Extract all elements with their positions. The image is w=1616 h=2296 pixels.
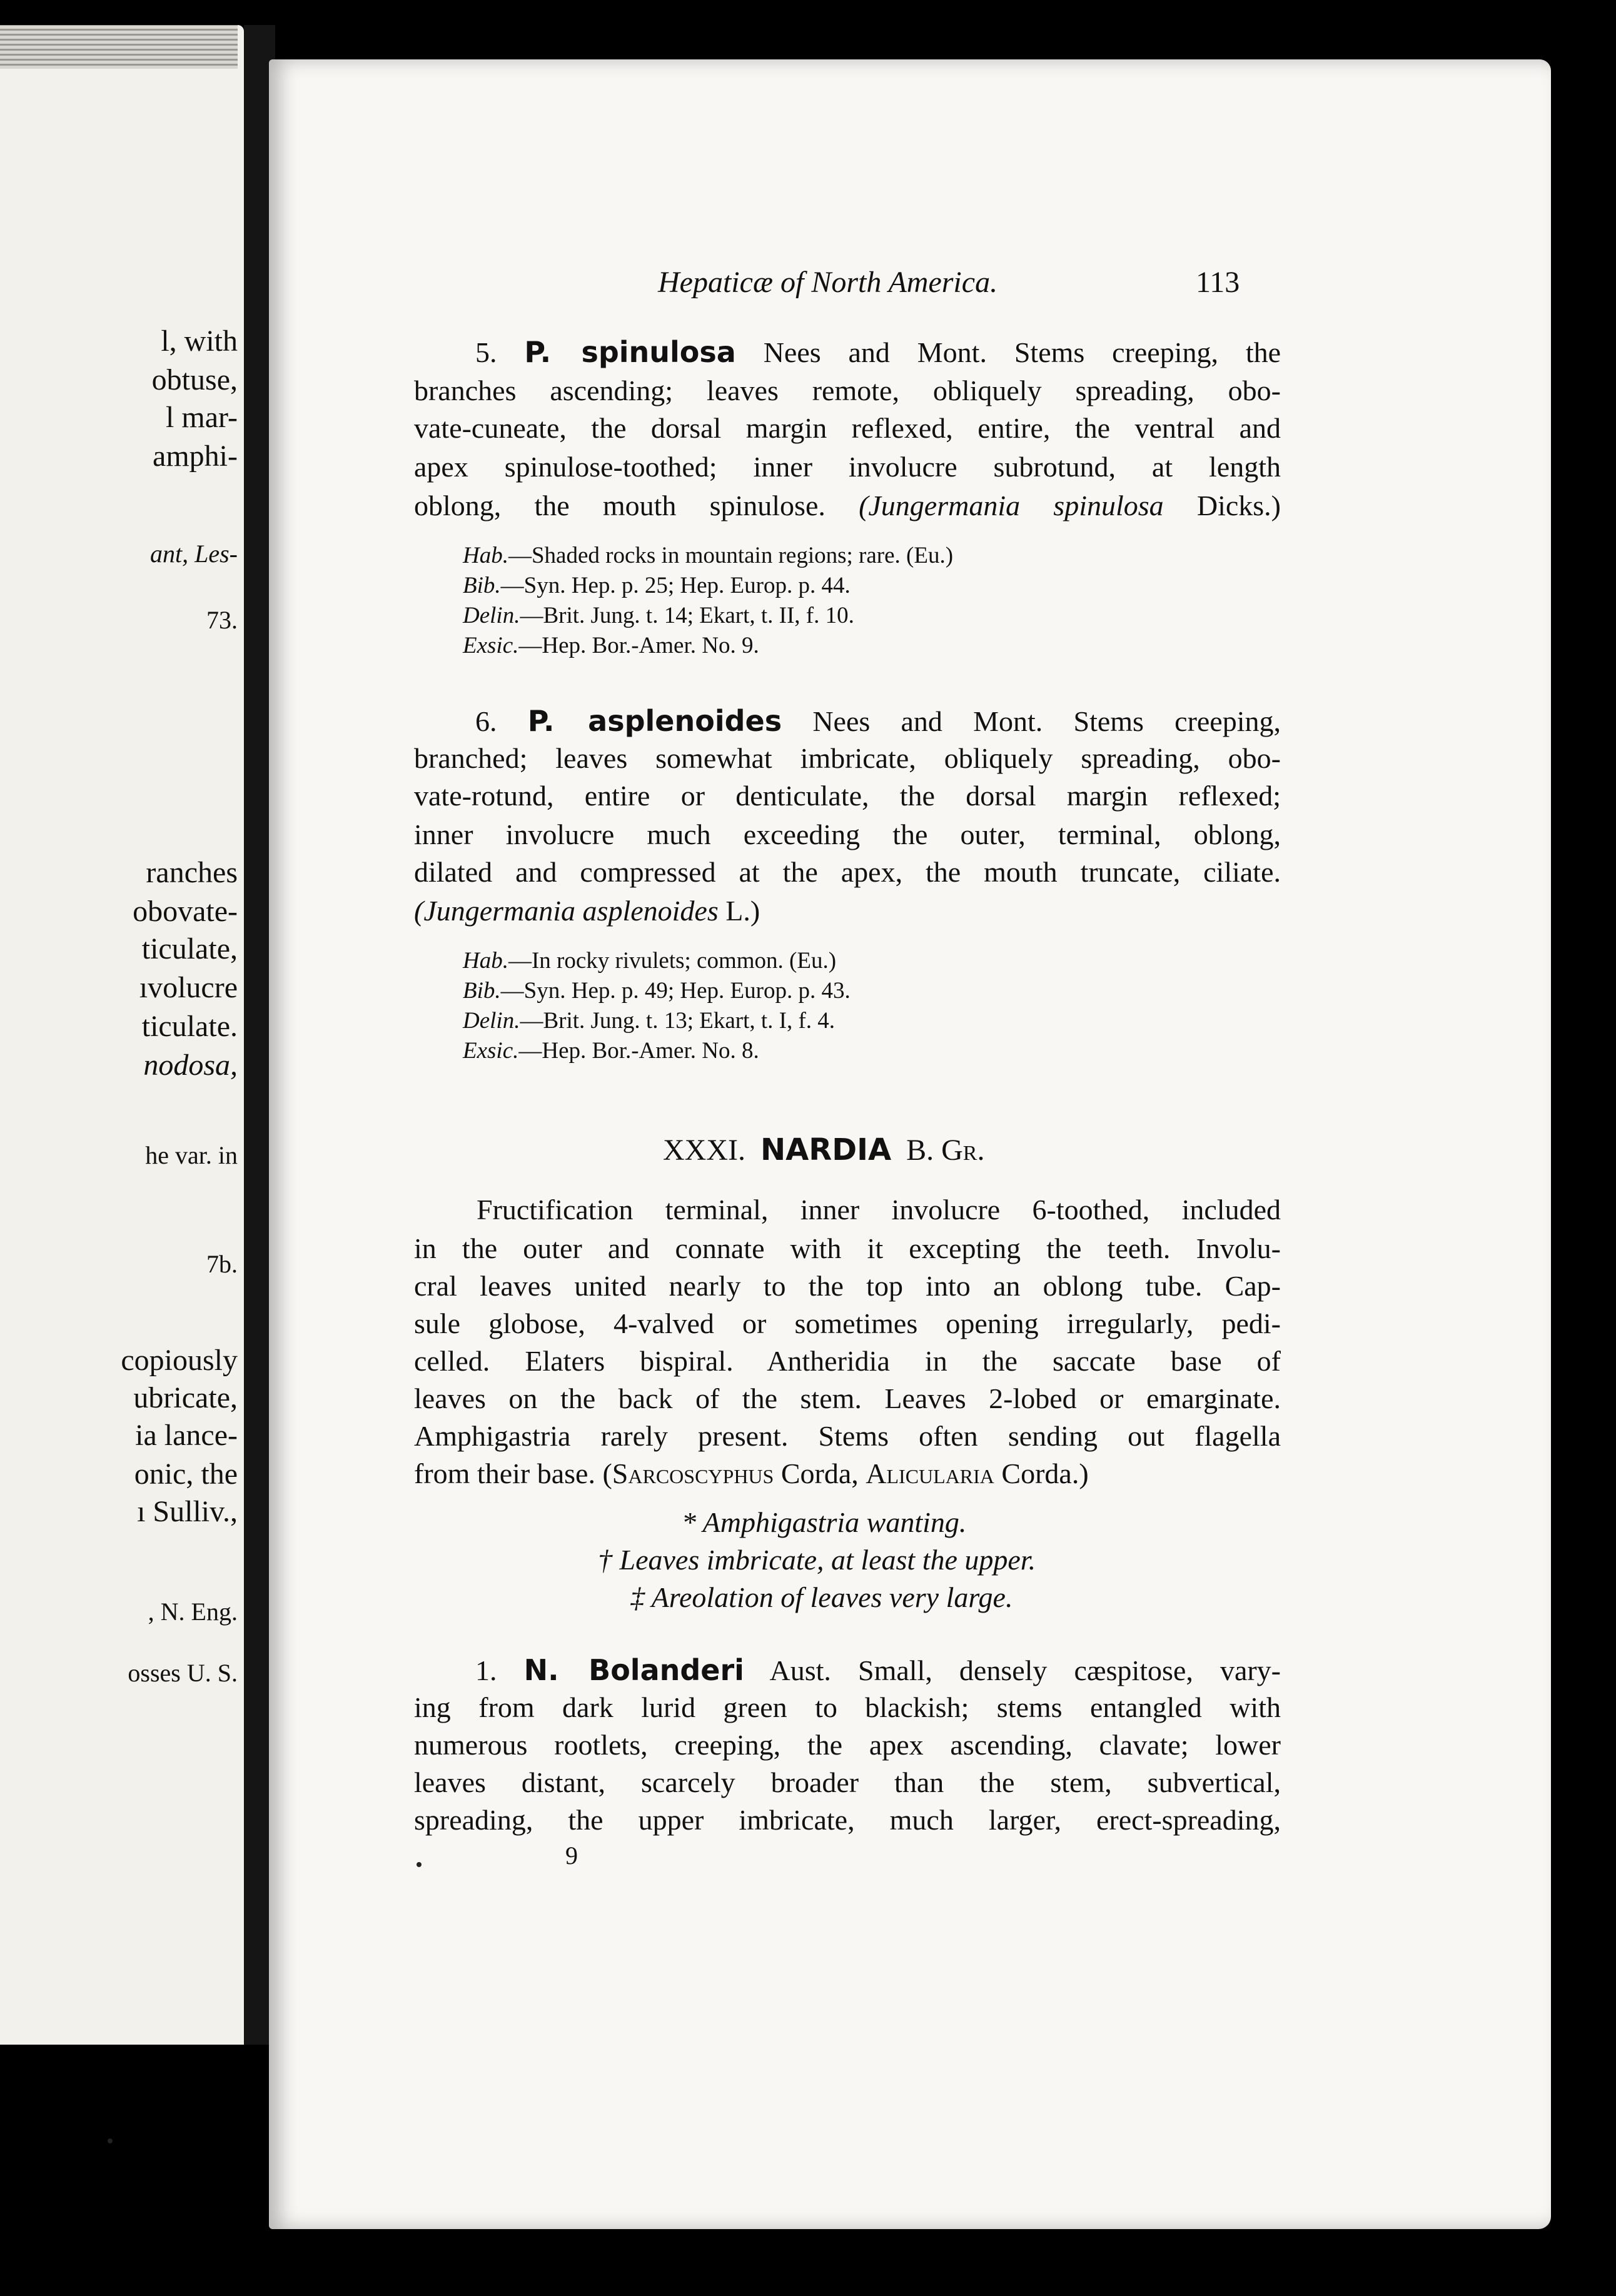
left-fragment-line: ticulate,: [141, 932, 238, 965]
description-line: apex spinulose-toothed; inner involucre subrotund, at length: [414, 451, 1281, 483]
description-line: dilated and compressed at the apex, the mouth truncate, ciliate.: [414, 856, 1281, 888]
left-fragment-line: he var. in: [145, 1141, 238, 1169]
synonym-italic: (Jungermania spinulosa: [859, 490, 1164, 521]
synonyms-line: from their base. (Sarcoscyphus Corda, Alicularia Corda.): [414, 1458, 1089, 1489]
key-line: ‡ Areolation of leaves very large.: [630, 1581, 1013, 1613]
description-line: in the outer and connate with it excepting the teeth. Involu-: [414, 1232, 1281, 1264]
description-line: spreading, the upper imbricate, much larger, erect-spreading,: [414, 1804, 1281, 1836]
entry-number: 1.: [475, 1654, 497, 1686]
description-line: Amphigastria rarely present. Stems often sending out flagella: [414, 1420, 1281, 1452]
description-line: oblong, the mouth spinulose. (Jungermania spinulosa Dicks.): [414, 490, 1281, 521]
description-line: ing from dark lurid green to blackish; stems entangled with: [414, 1691, 1281, 1723]
key-line: * Amphigastria wanting.: [682, 1506, 967, 1538]
reference-line: Hab.—Shaded rocks in mountain regions; rare. (Eu.): [463, 543, 954, 568]
left-fragment-line: 73.: [206, 606, 238, 634]
description-line: leaves on the back of the stem. Leaves 2-lobed or emarginate.: [414, 1382, 1281, 1414]
left-fragment-line: osses U. S.: [128, 1659, 238, 1687]
section-heading: [663, 1132, 985, 1167]
reference-line: Exsic.—Hep. Bor.-Amer. No. 9.: [463, 633, 759, 658]
entry-number: 5.: [475, 336, 497, 368]
description-line: sule globose, 4-valved or sometimes opening irregularly, pedi-: [414, 1307, 1281, 1339]
synonym-italic: (Jungermania asplenoides: [414, 895, 719, 927]
left-fragment-line: obovate-: [133, 895, 238, 928]
reference-line: Delin.—Brit. Jung. t. 13; Ekart, t. I, f. 4.: [463, 1008, 836, 1034]
left-fragment-line: l, with: [161, 325, 238, 358]
description-line: Fructification terminal, inner involucre 6-toothed, included: [477, 1194, 1281, 1226]
left-fragment-line: nodosa,: [143, 1049, 238, 1082]
left-fragment-line: ant, Les-: [150, 540, 238, 568]
left-fragment-line: ia lance-: [135, 1419, 238, 1452]
entry-5-first-line: [475, 335, 1281, 369]
left-fragment-line: amphi-: [153, 440, 238, 473]
left-fragment-line: ıvolucre: [139, 971, 238, 1004]
species-name: P. spinulosa: [524, 335, 736, 369]
page-edge-stripes: [0, 25, 238, 69]
entry-1-first-line: [475, 1653, 1281, 1687]
entry-6-first-line: [475, 704, 1281, 738]
left-fragment-line: 7b.: [206, 1250, 238, 1278]
species-name: N. Bolanderi: [523, 1653, 744, 1687]
ink-speck: [108, 2138, 113, 2143]
page-number: 113: [1196, 266, 1240, 299]
species-authority: Nees and Mont.: [812, 705, 1043, 737]
description-line: cral leaves united nearly to the top into an oblong tube. Cap-: [414, 1270, 1281, 1302]
running-header: Hepaticæ of North America.: [658, 266, 998, 299]
reference-line: Bib.—Syn. Hep. p. 25; Hep. Europ. p. 44.: [463, 573, 851, 598]
genus-authority: B. Gr.: [906, 1134, 985, 1167]
left-fragment-line: ticulate.: [141, 1010, 238, 1043]
description-line: branches ascending; leaves remote, obliquely spreading, obo-: [414, 375, 1281, 406]
description-line: celled. Elaters bispiral. Antheridia in the saccate base of: [414, 1345, 1281, 1377]
entry-number: 6.: [475, 705, 497, 737]
synonym-genus: Sarcoscyphus: [612, 1458, 774, 1489]
description-line: numerous rootlets, creeping, the apex ascending, clavate; lower: [414, 1729, 1281, 1761]
left-fragment-line: , N. Eng.: [148, 1598, 238, 1626]
ink-speck: [417, 1862, 422, 1867]
genus-name: NARDIA: [760, 1132, 892, 1167]
reference-line: Exsic.—Hep. Bor.-Amer. No. 8.: [463, 1038, 759, 1064]
left-fragment-line: ı Sulliv.,: [137, 1495, 238, 1528]
species-name: P. asplenoides: [527, 704, 782, 738]
section-numeral: XXXI.: [663, 1134, 745, 1167]
species-authority: Aust.: [769, 1654, 831, 1686]
reference-line: Delin.—Brit. Jung. t. 14; Ekart, t. II, f. 10.: [463, 603, 854, 628]
description-line: vate-cuneate, the dorsal margin reflexed, entire, the ventral and: [414, 412, 1281, 444]
description-line: leaves distant, scarcely broader than the stem, subvertical,: [414, 1766, 1281, 1798]
left-fragment-line: ubricate,: [133, 1381, 238, 1414]
left-fragment-line: l mar-: [166, 401, 238, 434]
left-fragment-line: ranches: [146, 856, 238, 889]
key-line: † Leaves imbricate, at least the upper.: [598, 1544, 1036, 1576]
signature-mark: 9: [565, 1841, 578, 1870]
synonym-genus: Alicularia: [866, 1458, 994, 1489]
description-text: Stems creeping, the: [1014, 336, 1281, 368]
species-authority: Nees and Mont.: [763, 336, 987, 368]
description-line: (Jungermania asplenoides L.): [414, 895, 760, 927]
reference-line: Hab.—In rocky rivulets; common. (Eu.): [463, 948, 837, 974]
description-line: inner involucre much exceeding the outer, terminal, oblong,: [414, 818, 1281, 850]
facing-page-fragment: [0, 25, 244, 2045]
reference-line: Bib.—Syn. Hep. p. 49; Hep. Europ. p. 43.: [463, 978, 851, 1004]
description-line: branched; leaves somewhat imbricate, obliquely spreading, obo-: [414, 742, 1281, 774]
left-fragment-line: obtuse,: [151, 363, 238, 396]
description-text: Stems creeping,: [1073, 705, 1281, 737]
left-fragment-line: onic, the: [134, 1458, 238, 1491]
left-fragment-line: copiously: [121, 1344, 238, 1377]
description-text: Small, densely cæspitose, vary-: [857, 1654, 1281, 1686]
description-line: vate-rotund, entire or denticulate, the dorsal margin reflexed;: [414, 780, 1281, 812]
